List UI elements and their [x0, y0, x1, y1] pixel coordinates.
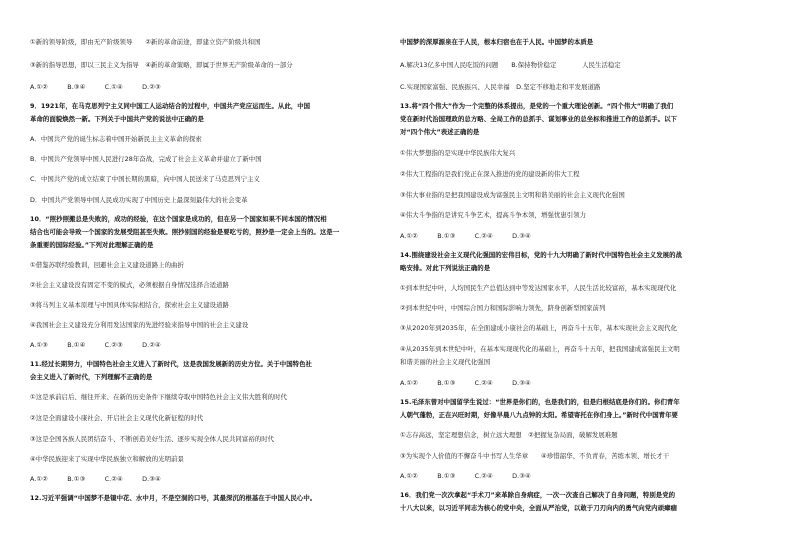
- statement-line: B．中国共产党领导中国人民进行28年奋战，完成了社会主义革命并建立了新中国: [30, 155, 262, 163]
- statement-line: ③伟大事业指的是把我国建设成为富强民主文明和谐美丽的社会主义现代化强国: [400, 191, 625, 199]
- question-text: 略安排。对此下列说法正确的是: [400, 264, 491, 272]
- statement-line: ②这是全面建设小康社会、开启社会主义现代化新征程的时代: [30, 414, 204, 422]
- question-text: 15.毛泽东曾对中国留学生说过：“世界是你们的，也是我们的，但是归根结底是你们的。你们青年: [400, 398, 680, 406]
- statement-line: ①借鉴苏联经验教训，回避社会主义建设道路上的曲折: [30, 261, 184, 269]
- answer-options: A.①③ B.①④ C.②③ D.②④: [30, 341, 161, 349]
- statement-line: ③将马列主义基本原理与中国具体实际相结合，探索社会主义建设道路: [30, 301, 229, 309]
- question-text: 对“四个伟大”表述正确的是: [400, 128, 480, 136]
- statement-line: ②伟大工程指的是我们党正在深入推进的党的建设新的伟大工程: [400, 170, 580, 178]
- statement-line: C．中国共产党的成立结束了中国长期的黑暗，向中国人民送来了马克思列宁主义: [30, 175, 260, 183]
- statement-line: ④从2035年到本世纪中叶，在基本实现现代化的基础上，再奋斗十五年，把我国建成富强民主文明: [400, 345, 680, 353]
- statement-line: ③从2020年到2035年，在全面建成小康社会的基础上，再奋斗十五年，基本实现社会主义现代化: [400, 324, 678, 332]
- statement-line: ①这是承前启后、继往开来、在新的历史条件下继续夺取中国特色社会主义伟大胜利的时代: [30, 393, 287, 401]
- statement-line: ①志存高远，坚定理想信念，树立远大理想 ②把握复杂局面，破解发展难题: [400, 431, 618, 439]
- question-text: 10．“照抄照搬总是失败的，成功的经验，在这个国家是成功的，但在另一个国家如果不同本国的情况相: [30, 215, 327, 223]
- question-text: 党在新时代治国理政的总方略、全局工作的总抓手、谋划事业的总坐标和推进工作的总抓手。以下: [400, 115, 677, 123]
- question-text: 16．我们党一次次拿起“手术刀”来革除自身病症，一次一次查自己解决了自身问题，特别是党的: [400, 491, 676, 499]
- question-text: 革命的面貌焕然一新。下列关于中国共产党的说法中正确的是: [30, 115, 204, 123]
- statement-line: ④我国社会主义建设充分利用发达国家的先进经验来指导中国的社会主义建设: [30, 321, 249, 329]
- question-text: 结合也可能会导致一个国家的发展受阻甚至失败。照抄别国的经验是要吃亏的，照抄是一定会上当的。这是一: [30, 228, 340, 236]
- statement-line: C.实现国家富强、民族振兴、人民幸福 D.坚定不移地走和平发展道路: [400, 83, 601, 91]
- statement-line: ③为实现个人价值的不懈奋斗中书写人生华章 ④珍惜韶华、不负青春，苦练本领、增长才干: [400, 452, 670, 460]
- question-text: 12.习近平强调“中国梦不是镜中花、水中月，不是空洞的口号，其最深沉的根基在于中国人民心中。: [30, 494, 317, 502]
- answer-options: A.①② B.①③ C.②④ D.③④: [400, 232, 531, 240]
- question-text: 11.经过长期努力，中国特色社会主义进入了新时代，这是我国发展新的历史方位。关于中国特色社: [30, 360, 312, 368]
- statement-line: ②社会主义建设没有固定不变的模式，必须根据自身情况选择合适道路: [30, 281, 229, 289]
- statement-line: D．中国共产党领导中国人民成功实现了中国历史上最深刻最伟大的社会变革: [30, 196, 248, 204]
- statement-line: ③新的指导思想，即以三民主义为指导 ④新的革命策略，即属于世界无产阶级革命的一部分: [30, 61, 293, 69]
- question-text: 会主义进入了新时代，下列理解不正确的是: [30, 373, 153, 381]
- statement-line: ②到本世纪中叶，中国综合国力和国际影响力领先，跻身创新型国家前列: [400, 304, 606, 312]
- question-text: 十八大以来，以习近平同志为核心的党中央，全面从严治党，以敢于刀刃向内的勇气向党内顽瘴痼: [400, 504, 677, 512]
- question-text: 人朝气蓬勃，正在兴旺时期，好像早晨八九点钟的太阳。希望寄托在你们身上。”新时代中国青年要: [400, 411, 678, 419]
- question-text: 9．1921年，在马克思列宁主义同中国工人运动结合的过程中，中国共产党应运而生。从此，中国: [30, 102, 311, 110]
- statement-line: ①新的领导阶级，即由无产阶级领导 ②新的革命前途，即建立资产阶级共和国: [30, 38, 261, 46]
- statement-line: ④伟大斗争指的是讲究斗争艺术，提高斗争本领，增强忧患引领力: [400, 211, 587, 219]
- question-text: 条重要的国际经验。”下列对此理解正确的是: [30, 241, 154, 249]
- statement-line: ④中华民族迎来了实现中华民族独立和解放的光明前景: [30, 455, 184, 463]
- answer-options: A.①② B.①③ C.②④ D.③④: [400, 472, 531, 480]
- answer-options: A.①② B.③④ C.①④ D.②③: [30, 83, 161, 91]
- statement-line: 和谐美丽的社会主义现代化强国: [400, 358, 491, 366]
- answer-options: A.①② B.①③ C.②④ D.③④: [400, 379, 531, 387]
- question-text: 14.围绕建设社会主义现代化强国的宏伟目标，党的十九大明确了新时代中国特色社会主义发展的战: [400, 251, 682, 259]
- question-text: 13.将“四个伟大”作为一个完整的体系提出，是党的一个重大理论创新。“四个伟大”明确了我们: [400, 102, 674, 110]
- statement-line: A．中国共产党的诞生标志着中国开始新民主主义革命的探索: [30, 135, 202, 143]
- answer-options: A.①② B.①③ C.②④ D.③④: [30, 475, 161, 483]
- statement-line: ①到本世纪中叶，人均国民生产总值达到中等发达国家水平，人民生活比较富裕，基本实现现代化: [400, 284, 677, 292]
- statement-line: ①伟大梦想指的是实现中华民族伟大复兴: [400, 149, 516, 157]
- question-text: 中国梦的深厚源泉在于人民，根本归宿也在于人民。中国梦的本质是: [400, 38, 594, 46]
- statement-line: A.解决13亿多中国人民吃饭的问题 B.保持物价稳定 人民生活稳定: [400, 61, 621, 69]
- statement-line: ③这是全国各族人民团结奋斗、不断创造美好生活、逐步实现全体人民共同富裕的时代: [30, 435, 275, 443]
